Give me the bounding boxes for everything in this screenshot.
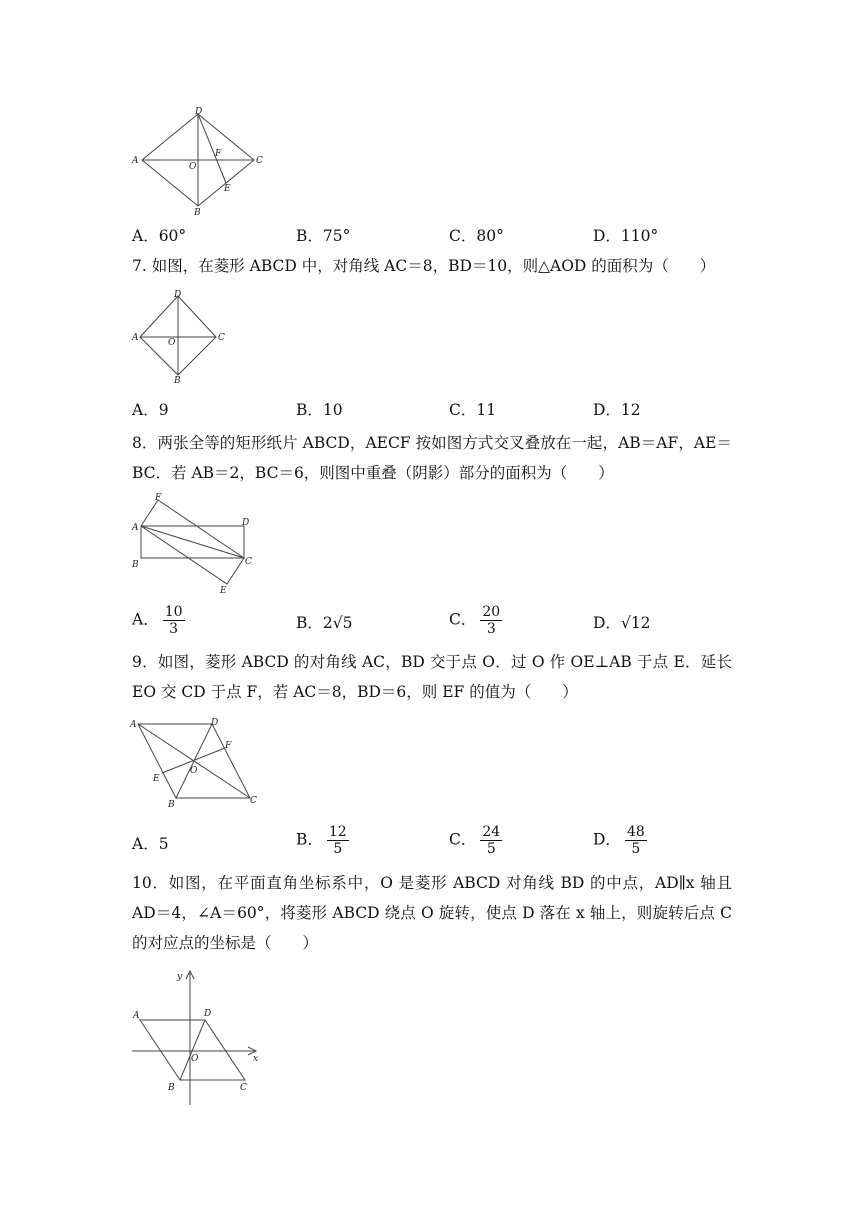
q9-option-c-denominator: 5 [486,841,496,857]
q9-label-e: E [153,774,160,784]
q9-option-c [449,824,502,857]
q9-option-c-numerator: 24 [482,824,501,840]
q9-option-b-numerator: 12 [328,824,347,840]
q10-label-y: y [177,972,183,982]
q9-label-f: F [225,741,232,751]
q6-option-b: B．75° [296,227,351,245]
q9-option-d-fraction [625,824,647,857]
q9-option-d-denominator: 5 [631,841,641,857]
q7-label-c: C [218,333,225,343]
q9-label-o: O [190,766,198,776]
q6-label-f: F [215,149,222,159]
q8-option-d-value: √12 [620,614,651,632]
q8-option-a-prefix: A． [132,610,159,629]
q7-option-a: A．9 [132,401,169,419]
q7-label-o: O [168,338,176,348]
q10-label-d: D [204,1009,212,1019]
q6-label-b: B [194,208,201,217]
q9-option-b [296,824,349,857]
q10-figure [128,965,268,1107]
q7-stem: 7. 如图，在菱形 ABCD 中，对角线 AC＝8，BD＝10，则△AOD 的面积为（ ） [132,257,716,275]
q7-figure [128,288,232,384]
q8-label-a: A [132,523,139,533]
q6-option-a: A．60° [132,227,187,245]
q6-option-d: D．110° [593,227,659,245]
q8-label-d: D [242,518,250,528]
q8-option-a-fraction [163,604,185,637]
q8-label-c: C [245,557,252,567]
q8-label-f: F [155,493,162,503]
q9-option-d-prefix: D． [593,830,621,849]
q6-label-e: E [224,184,231,194]
q8-option-c-fraction [480,604,502,637]
q9-option-b-fraction [327,824,349,857]
q9-option-b-prefix: B． [296,830,323,849]
q9-option-a: A．5 [132,835,169,853]
q8-option-c [449,604,502,637]
q9-label-b: B [168,800,175,810]
q7-option-c: C．11 [449,401,497,419]
q9-label-d: D [211,718,219,728]
q7-label-d: D [174,290,182,300]
q9-label-a: A [130,720,137,730]
q8-option-c-numerator: 20 [482,604,501,620]
q6-label-c: C [256,156,263,166]
q6-label-o: O [189,162,197,172]
q6-label-a: A [132,156,139,166]
q8-option-a [132,604,185,637]
q10-label-o: O [191,1054,199,1064]
q8-option-b-value: 2√5 [322,614,353,632]
q8-option-a-denominator: 3 [169,621,179,637]
q7-label-a: A [132,333,139,343]
q10-label-c: C [240,1083,247,1093]
q10-label-x: x [253,1054,259,1064]
q8-option-a-numerator: 10 [164,604,183,620]
q8-label-e: E [220,586,227,596]
q10-label-b: B [168,1083,175,1093]
q6-label-d: D [195,107,203,117]
q9-option-d [593,824,647,857]
q8-option-c-denominator: 3 [486,621,496,637]
q9-option-b-denominator: 5 [333,841,343,857]
q7-option-b: B．10 [296,401,343,419]
q6-figure [128,105,268,217]
q8-stem: 8．两张全等的矩形纸片 ABCD，AECF 按如图方式交叉叠放在一起，AB＝AF，AE＝BC．若 AB＝2，BC＝6，则图中重叠（阴影）部分的面积为（ ） [132,434,732,482]
q9-option-d-numerator: 48 [626,824,645,840]
q7-label-b: B [174,376,181,384]
q9-figure [128,715,268,811]
q8-option-b-prefix: B． [296,614,323,632]
q9-option-c-fraction [480,824,502,857]
q9-stem: 9．如图，菱形 ABCD 的对角线 AC，BD 交于点 O．过 O 作 OE⊥AB 于点 E．延长 EO 交 CD 于点 F，若 AC＝8，BD＝6，则 EF 的值为（ ） [132,653,732,701]
q8-figure [128,490,268,596]
q8-option-d-prefix: D． [593,614,621,632]
q6-option-c: C．80° [449,227,504,245]
q9-option-c-prefix: C． [449,830,477,849]
q10-stem: 10．如图，在平面直角坐标系中，O 是菱形 ABCD 对角线 BD 的中点，AD∥x 轴且 AD＝4，∠A＝60°，将菱形 ABCD 绕点 O 旋转，使点 D 落在 x 轴上，则旋转后点 C 的对应点的坐标是（ ） [132,874,732,952]
q8-option-d [593,611,651,633]
q8-option-b [296,611,353,633]
q7-option-d: D．12 [593,401,641,419]
q9-label-c: C [250,796,257,806]
q8-option-c-prefix: C． [449,610,477,629]
q10-label-a: A [133,1011,140,1021]
q8-label-b: B [132,560,139,570]
